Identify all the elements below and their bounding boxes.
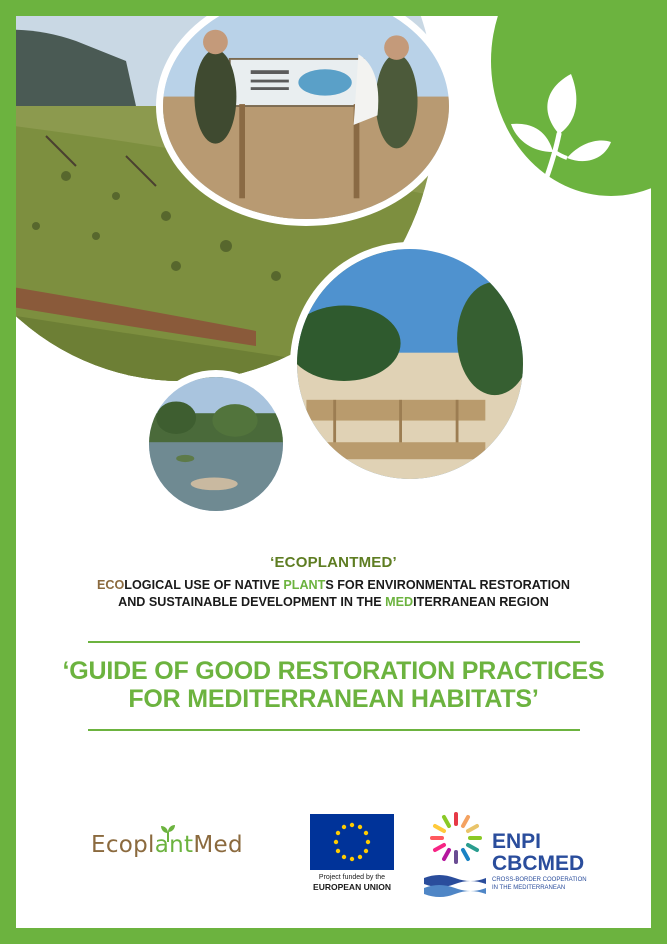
title-divider-bottom <box>88 729 580 731</box>
wetland-pond-photo <box>142 370 290 518</box>
ecoplantmed-logo-part-2: ant <box>154 832 194 858</box>
eu-caption-line-1: Project funded by the <box>318 874 386 881</box>
enpi-cbcmed-logo <box>418 804 588 904</box>
eu-logo <box>306 814 398 892</box>
subtitle-text-2a: AND SUSTAINABLE DEVELOPMENT IN THE <box>118 595 386 609</box>
project-acronym: ‘ECOPLANTMED’ <box>270 554 397 571</box>
subtitle-text-2b: ITERRANEAN REGION <box>413 595 549 609</box>
leaf-icon <box>511 74 611 184</box>
title-block <box>16 554 651 731</box>
enpi-line-3: CROSS-BORDER COOPERATION IN THE MEDITERRANEAN <box>492 877 587 891</box>
subtitle-text-1b: S FOR ENVIRONMENTAL RESTORATION <box>325 578 570 592</box>
ecoplantmed-logo-part-3: Med <box>193 832 243 858</box>
enpi-sun-icon <box>428 810 484 866</box>
project-subtitle <box>16 577 651 611</box>
guide-title-line-1: ‘GUIDE OF GOOD RESTORATION PRACTICES <box>62 657 605 685</box>
logos-row <box>16 796 651 906</box>
sprout-icon <box>160 824 176 842</box>
subtitle-eco: ECO <box>96 578 125 592</box>
ecoplantmed-logo-part-1: Ecopl <box>91 832 155 858</box>
guide-title-line-2: FOR MEDITERRANEAN HABITATS’ <box>128 685 539 713</box>
enpi-line-1: ENPI <box>492 830 542 853</box>
subtitle-plant: PLANT <box>283 578 326 592</box>
enpi-waves-icon <box>424 870 486 900</box>
eu-flag-icon <box>310 814 394 870</box>
enpi-line-2: CBCMED <box>492 852 585 875</box>
eu-caption-line-2: EUROPEAN UNION <box>313 882 391 892</box>
sand-dune-restoration-photo <box>290 242 530 486</box>
subtitle-med: MED <box>385 595 414 609</box>
subtitle-text-1a: LOGICAL USE OF NATIVE <box>124 578 284 592</box>
cover-sheet <box>16 16 651 928</box>
guide-title <box>16 643 651 729</box>
